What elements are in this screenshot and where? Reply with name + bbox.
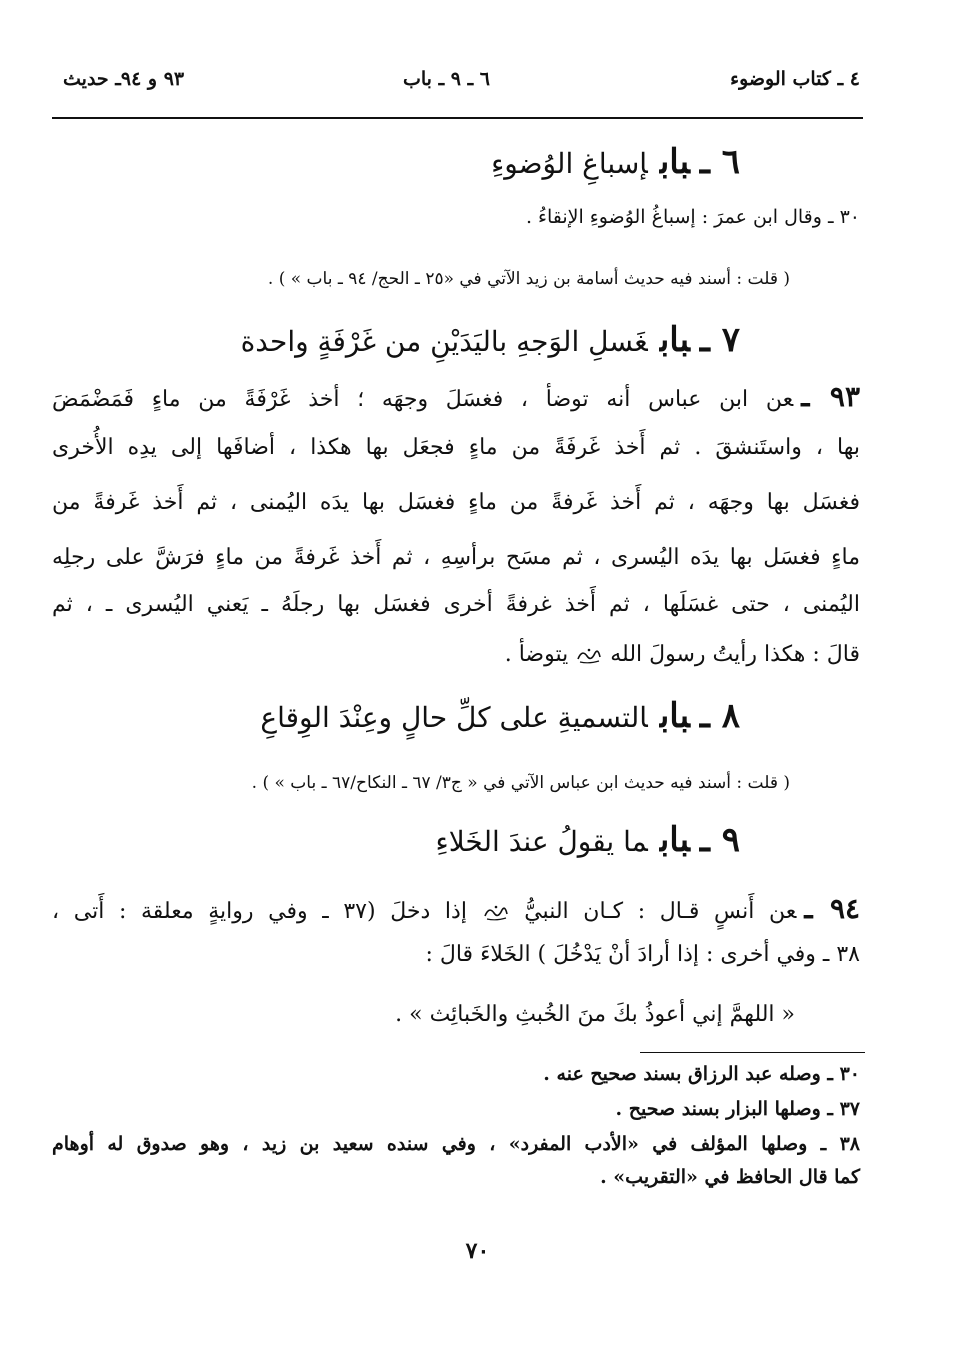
chapter-title: غَسلِ الوَجهِ باليَدَيْنِ من غَرْفَةٍ واحدة	[240, 325, 648, 358]
hadith-94-line-1	[52, 890, 860, 928]
hadith-93-line-5: اليُمنى ، حتى غسَلَها ، ثم أَخذ غرفةً أخرى فغسَل بها رجلَهُ ـ يَعني اليُسرى ـ ، ثم	[52, 592, 860, 617]
note-chapter-6: ( قلت : أسند فيه حديث أسامة بن زيد الآتي في «٢٥ ـ الحج/ ٩٤ ـ باب » ) .	[267, 269, 790, 289]
hadith-text: قالَ : هكذا رأيتُ رسولَ الله	[610, 642, 860, 667]
hadith-93-line-4: ماءٍ فغسَل بها يدَه اليُسرى ، ثم مسَح برأسِهِ ، ثم أَخذ غَرفةً من ماءٍ فرَشَّ على رجلِه	[52, 545, 860, 570]
running-header	[55, 62, 860, 98]
hadith-93-line-3: فغسَل بها وجهَه ، ثم أَخذ غَرفةً من ماءٍ فغسَل بها يدَه اليُمنى ، ثم أَخذ غَرفةً من	[52, 490, 860, 515]
chapter-word: باب	[659, 142, 690, 182]
chapter-number: ٧ ـ	[699, 320, 740, 360]
chapter-number: ٩ ـ	[699, 820, 740, 860]
hadith-number: ٩٣ ـ	[801, 380, 860, 413]
hadith-93-line-6	[505, 640, 860, 670]
footnote-38-line-2: كما قال الحافظ في «التقريب» .	[600, 1166, 860, 1188]
chapter-heading-8	[260, 694, 740, 740]
chapter-heading-7	[241, 318, 740, 364]
hadith-94-supplication: « اللهمَّ إني أعوذُ بكَ منَ الخُبثِ والخَبائِث » .	[395, 1002, 795, 1027]
chapter-number: ٨ ـ	[699, 696, 740, 736]
hadith-text: عن ابن عباس أنه توضأ ، فغسَلَ وجهَه ؛ أخذ غَرْفَةً من ماءٍ فَمَضْمَضَ	[52, 387, 794, 412]
hadith-93-line-1	[52, 378, 860, 416]
hadith-text: يتوضأ .	[504, 642, 569, 667]
chapter-word: باب	[659, 320, 690, 360]
footnote-37: ٣٧ ـ وصلها البزار بسند صحيح .	[615, 1098, 860, 1120]
line-30: ٣٠ ـ وقال ابن عمرَ : إسباغُ الوُضوءِ الإنقاءُ .	[525, 206, 860, 228]
hadith-text: إذا دخلَ (٣٧ ـ وفي روايةٍ معلقة : أَتى ،	[52, 899, 467, 924]
chapter-title: التسميةِ على كلِّ حالٍ وعِنْدَ الوِقاعِ	[260, 701, 648, 734]
footnote-38-line-1: ٣٨ ـ وصلها المؤلف في «الأدب المفرد» ، وفي سنده سعيد بن زيد ، وهو صدوق له أوهام	[52, 1133, 860, 1155]
chapter-heading-9	[436, 818, 740, 864]
page-number: ٧٠	[465, 1238, 490, 1264]
note-chapter-8: ( قلت : أسند فيه حديث ابن عباس الآتي في « ج٣/ ٦٧ ـ النكاح/٦٧ ـ باب » ) .	[251, 773, 790, 793]
chapter-word: باب	[659, 696, 690, 736]
honorific-calligraphy-icon	[482, 902, 510, 922]
footnote-divider	[640, 1052, 865, 1053]
header-chapter-range: ٦ ـ ٩ ـ باب	[403, 68, 490, 90]
honorific-calligraphy-icon	[575, 645, 603, 665]
chapter-word: باب	[659, 820, 690, 860]
header-divider	[52, 117, 863, 119]
header-book-title: ٤ ـ كتاب الوضوء	[730, 68, 860, 90]
hadith-number: ٩٤ ـ	[804, 892, 861, 925]
chapter-title: إسباغِ الوُضوءِ	[491, 147, 648, 180]
header-hadith-range: ٩٣ و ٩٤ـ حديث	[63, 68, 185, 90]
hadith-text: عن أَنسٍ قـال : كـان النبيُّ	[524, 899, 797, 924]
hadith-94-line-2: ٣٨ ـ وفي أخرى : إذا أرادَ أنْ يَدْخُلَ ) الخَلاءَ قالَ :	[425, 942, 860, 967]
chapter-number: ٦ ـ	[699, 142, 740, 182]
chapter-heading-6	[491, 140, 740, 186]
chapter-title: ما يقولُ عندَ الخَلاءِ	[435, 825, 648, 858]
hadith-93-line-2: بها ، واستَنشقَ . ثم أَخذ غَرفَةً من ماءٍ فجعَل بها هكذا ، أضافَها إلى يدِه الأُخرى	[52, 435, 860, 460]
footnote-30: ٣٠ ـ وصله عبد الرزاق بسند صحيح عنه .	[543, 1063, 860, 1085]
